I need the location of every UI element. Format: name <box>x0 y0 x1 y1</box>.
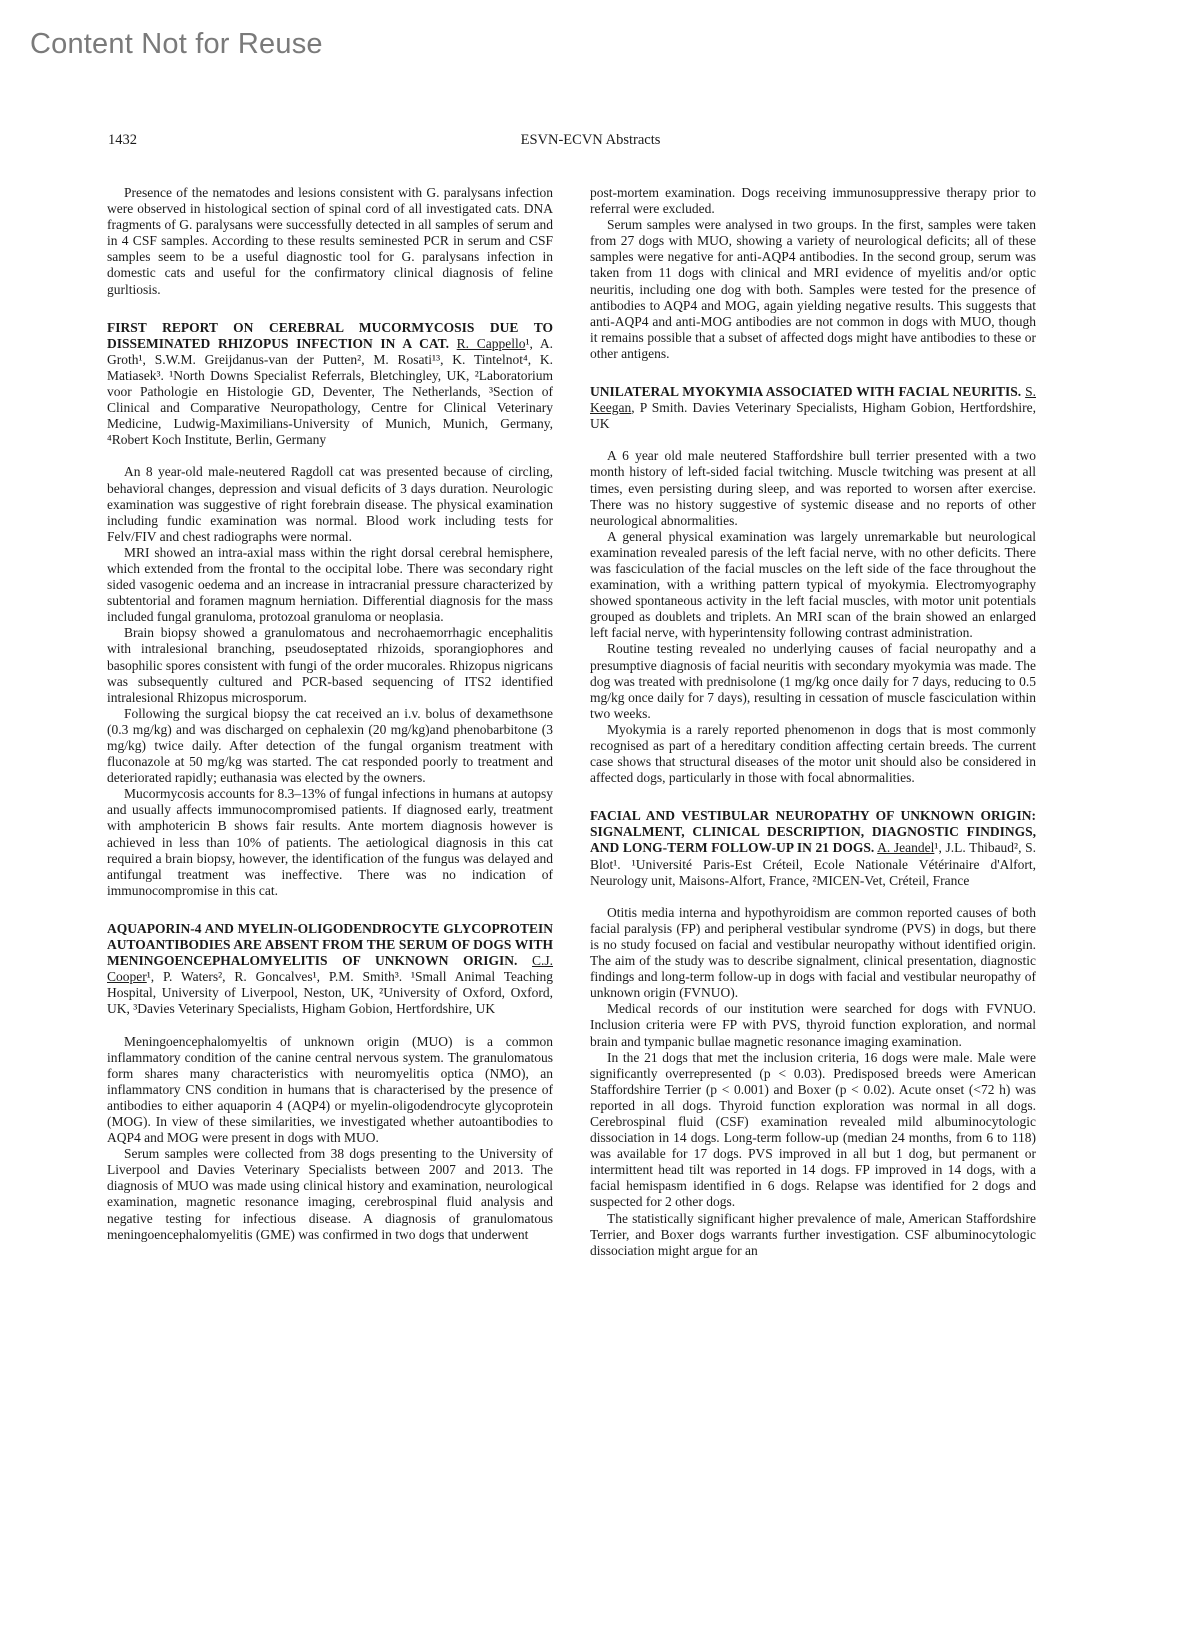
body-paragraph: MRI showed an intra-axial mass within the right dorsal cerebral hemisphere, which extended from the frontal to the occipital lobe. There was secondary right sided vasogenic oedema and an increase in intracranial pressure characterized by subtentorial and foramen magnum herniation. Differential diagnosis for the mass included fungal granuloma, protozoal granuloma or neoplasia. <box>107 544 553 625</box>
body-paragraph: A 6 year old male neutered Staffordshire bull terrier presented with a two month history of left-sided facial twitching. Muscle twitching was present at all times, even persisting during sleep, and was reported to worsen after exercise. There was no history suggestive of systemic disease and no reports of other neurological abnormalities. <box>590 448 1036 528</box>
presenting-author: R. Cappello <box>456 335 526 351</box>
body-paragraph: Presence of the nematodes and lesions consistent with G. paralysans infection were observed in histological section of spinal cord of all investigated cats. DNA fragments of G. paralysans were successfully detected in all samples of serum and in 4 CSF samples. According to these results seminested PCR in serum and CSF samples seem to be a useful diagnostic tool for G. paralysans infection in domestic cats and useful for the confirmatory clinical diagnosis of feline gurltiosis. <box>107 185 553 297</box>
presenting-author: C.J. Cooper <box>107 953 554 985</box>
abstract-section <box>107 921 553 1243</box>
watermark-text: Content Not for Reuse <box>30 28 323 60</box>
body-paragraph: A general physical examination was largely unremarkable but neurological examination revealed paresis of the left facial nerve, with no other deficits. There was fasciculation of the facial muscles on the left side of the face throughout the examination, with a writhing pattern typical of myokymia. Electromyography showed spontaneous activity in the left facial muscles, with motor unit potentials grouped as doublets and triplets. An MRI scan of the brain showed an enlarged left facial nerve, with hyperintensity following contrast administration. <box>590 528 1036 641</box>
body-paragraph: Medical records of our institution were searched for dogs with FVNUO. Inclusion criteria were FP with PVS, thyroid function exploration, and normal brain and tympanic bullae magnetic resonance imaging examination. <box>590 1001 1036 1049</box>
author-affiliations: ¹, P. Waters², R. Goncalves¹, P.M. Smith³. ¹Small Animal Teaching Hospital, University of Liverpool, Neston, UK, ²University of Oxford, Oxford, UK, ³Davies Veterinary Specialists, Higham Gobion, Hertfordshire, UK <box>107 969 553 1017</box>
body-paragraph: Otitis media interna and hypothyroidism are common reported causes of both facial paralysis (FP) and peripheral vestibular syndrome (PVS) in dogs, but there is no study focused on facial and vestibular neuropathy without identified origin. The aim of the study was to describe signalment, clinical presentation, diagnostic findings and long-term follow-up in dogs with facial and vestibular neuropathy of unknown origin (FVNUO). <box>590 904 1036 1001</box>
abstract-heading <box>107 320 553 449</box>
abstract-title: AQUAPORIN-4 AND MYELIN-OLIGODENDROCYTE GLYCOPROTEIN AUTOANTIBODIES ARE ABSENT FROM THE SERUM OF DOGS WITH MENINGOENCEPHALOMYELITIS OF UNKNOWN ORIGIN. <box>107 920 553 969</box>
abstract-section <box>590 384 1036 786</box>
body-paragraph: The statistically significant higher prevalence of male, American Staffordshire Terrier, and Boxer dogs warrants further investigation. CSF albuminocytologic dissociation might argue for an <box>590 1210 1036 1258</box>
abstract-heading <box>590 384 1036 432</box>
body-paragraph: Serum samples were collected from 38 dogs presenting to the University of Liverpool and Davies Veterinary Specialists between 2007 and 2013. The diagnosis of MUO was made using clinical history and examination, neurological examination, magnetic resonance imaging, cerebrospinal fluid analysis and negative testing for infectious disease. A diagnosis of granulomatous meningoencephalomyelitis (GME) was confirmed in two dogs that underwent <box>107 1146 553 1242</box>
presenting-author: A. Jeandel <box>877 840 935 856</box>
abstract-title: UNILATERAL MYOKYMIA ASSOCIATED WITH FACIAL NEURITIS. <box>590 384 1022 400</box>
abstract-section <box>107 320 553 899</box>
body-paragraph: An 8 year-old male-neutered Ragdoll cat was presented because of circling, behavioral changes, depression and visual deficits of 3 days duration. Neurologic examination was suggestive of right forebrain disease. The physical examination including fundic examination was normal. Blood work including tests for Felv/FIV and chest radiographs were normal. <box>107 464 553 544</box>
presenting-author: S. Keegan <box>590 384 1036 416</box>
left-column <box>107 185 553 1243</box>
body-paragraph: Myokymia is a rarely reported phenomenon in dogs that is most commonly recognised as part of a hereditary condition affecting certain breeds. The current case shows that structural diseases of the motor unit should also be considered in affected dogs, particularly in those with focal abnormalities. <box>590 721 1036 786</box>
abstract-section <box>107 185 553 298</box>
journal-title: ESVN-ECVN Abstracts <box>520 132 661 148</box>
running-header <box>108 132 1073 152</box>
body-paragraph: Serum samples were analysed in two groups. In the first, samples were taken from 27 dogs with MUO, showing a variety of neurological deficits; all of these samples were negative for anti-AQP4 antibodies. In the second group, serum was taken from 11 dogs with clinical and MRI evidence of myelitis and/or optic neuritis, including one dog with both. Samples were tested for the presence of antibodies to AQP4 and MOG, again yielding negative results. This suggests that anti-AQP4 and anti-MOG antibodies are not common in dogs with MUO, though it remains possible that a subset of affected dogs might have antibodies to these or other antigens. <box>590 217 1036 361</box>
body-paragraph: post-mortem examination. Dogs receiving immunosuppressive therapy prior to referral were excluded. <box>590 185 1036 217</box>
page-number: 1432 <box>108 132 137 148</box>
author-affiliations: ¹, A. Groth¹, S.W.M. Greijdanus-van der Putten², M. Rosati¹³, K. Tintelnot⁴, K. Matiasek³. ¹North Downs Specialist Referrals, Bletchingley, UK, ²Laboratorium voor Pathologie en Histologie GD, Deventer, The Netherlands, ³Section of Clinical and Comparative Neuropathology, Centre for Clinical Veterinary Medicine, Ludwig-Maximilians-University of Munich, Munich, Germany, ⁴Robert Koch Institute, Berlin, Germany <box>107 335 553 448</box>
body-paragraph: Routine testing revealed no underlying causes of facial neuropathy and a presumptive diagnosis of facial neuritis with secondary myokymia was made. The dog was treated with prednisolone (1 mg/kg once daily for 7 days, reducing to 0.5 mg/kg once daily for 7 days), resulting in cessation of muscle fasciculation within two weeks. <box>590 641 1036 721</box>
abstract-heading <box>590 808 1036 888</box>
abstract-heading <box>107 921 553 1018</box>
body-paragraph: Mucormycosis accounts for 8.3–13% of fungal infections in humans at autopsy and usually affects immunocompromised patients. If diagnosed early, treatment with amphotericin B shows fair results. Ante mortem diagnosis however is achieved in less than 10% of patients. The aetiological diagnosis in this cat required a brain biopsy, however, the identification of the fungus was delayed and antifungal treatment was ineffective. There was no indication of immunocompromise in this cat. <box>107 786 553 898</box>
author-affiliations: , P Smith. Davies Veterinary Specialists, Higham Gobion, Hertfordshire, UK <box>590 400 1036 432</box>
abstract-title: FIRST REPORT ON CEREBRAL MUCORMYCOSIS DUE TO DISSEMINATED RHIZOPUS INFECTION IN A CAT. <box>107 319 553 351</box>
right-column <box>590 185 1036 1259</box>
body-paragraph: Following the surgical biopsy the cat received an i.v. bolus of dexamethsone (0.3 mg/kg) and was discharged on cephalexin (20 mg/kg)and phenobarbitone (3 mg/kg) twice daily. After detection of the fungal organism treatment with fluconazole at 50 mg/kg was started. The cat responded poorly to treatment and deteriorated rapidly; euthanasia was elected by the owners. <box>107 705 553 786</box>
body-paragraph: Brain biopsy showed a granulomatous and necrohaemorrhagic encephalitis with intralesional branching, pseudoseptated rhizoids, sporangiophores and basophilic spores consistent with fungi of the order mucorales. Rhizopus nigricans was subsequently cultured and PCR-based sequencing of ITS2 identified intralesional Rhizopus microsporum. <box>107 625 553 705</box>
body-paragraph: In the 21 dogs that met the inclusion criteria, 16 dogs were male. Male were significantly overrepresented (p < 0.03). Predisposed breeds were American Staffordshire Terrier (p < 0.001) and Boxer (p < 0.02). Acute onset (<72 h) was reported in all dogs. Thyroid function exploration was normal in all dogs. Cerebrospinal fluid (CSF) examination revealed mild albuminocytologic dissociation in 14 dogs. Long-term follow-up (median 24 months, from 6 to 118) was available for 17 dogs. PVS improved in all but 1 dog, but permanent or intermittent head tilt was reported in 14 dogs. FP improved in 14 dogs, with a facial hemispasm identified in 6 dogs. Relapse was identified for 2 dogs and suspected for 2 other dogs. <box>590 1049 1036 1210</box>
abstract-title: FACIAL AND VESTIBULAR NEUROPATHY OF UNKNOWN ORIGIN: SIGNALMENT, CLINICAL DESCRIPTION, DIAGNOSTIC FINDINGS, AND LONG-TERM FOLLOW-UP IN 21 DOGS. <box>590 808 1036 856</box>
author-affiliations: ¹, J.L. Thibaud², S. Blot¹. ¹Université Paris-Est Créteil, Ecole Nationale Vétérinaire d'Alfort, Neurology unit, Maisons-Alfort, France, ²MICEN-Vet, Créteil, France <box>590 840 1036 888</box>
body-paragraph: Meningoencephalomyeltis of unknown origin (MUO) is a common inflammatory condition of the canine central nervous system. The granulomatous form shares many characteristics with neuromyelitis optica (NMO), an inflammatory CNS condition in humans that is characterised by the presence of antibodies to either aquaporin 4 (AQP4) or myelin-oligodendrocyte glycoprotein (MOG). In view of these similarities, we investigated whether autoantibodies to AQP4 and MOG were present in dogs with MUO. <box>107 1033 553 1146</box>
abstract-section <box>590 185 1036 362</box>
abstract-section <box>590 808 1036 1259</box>
